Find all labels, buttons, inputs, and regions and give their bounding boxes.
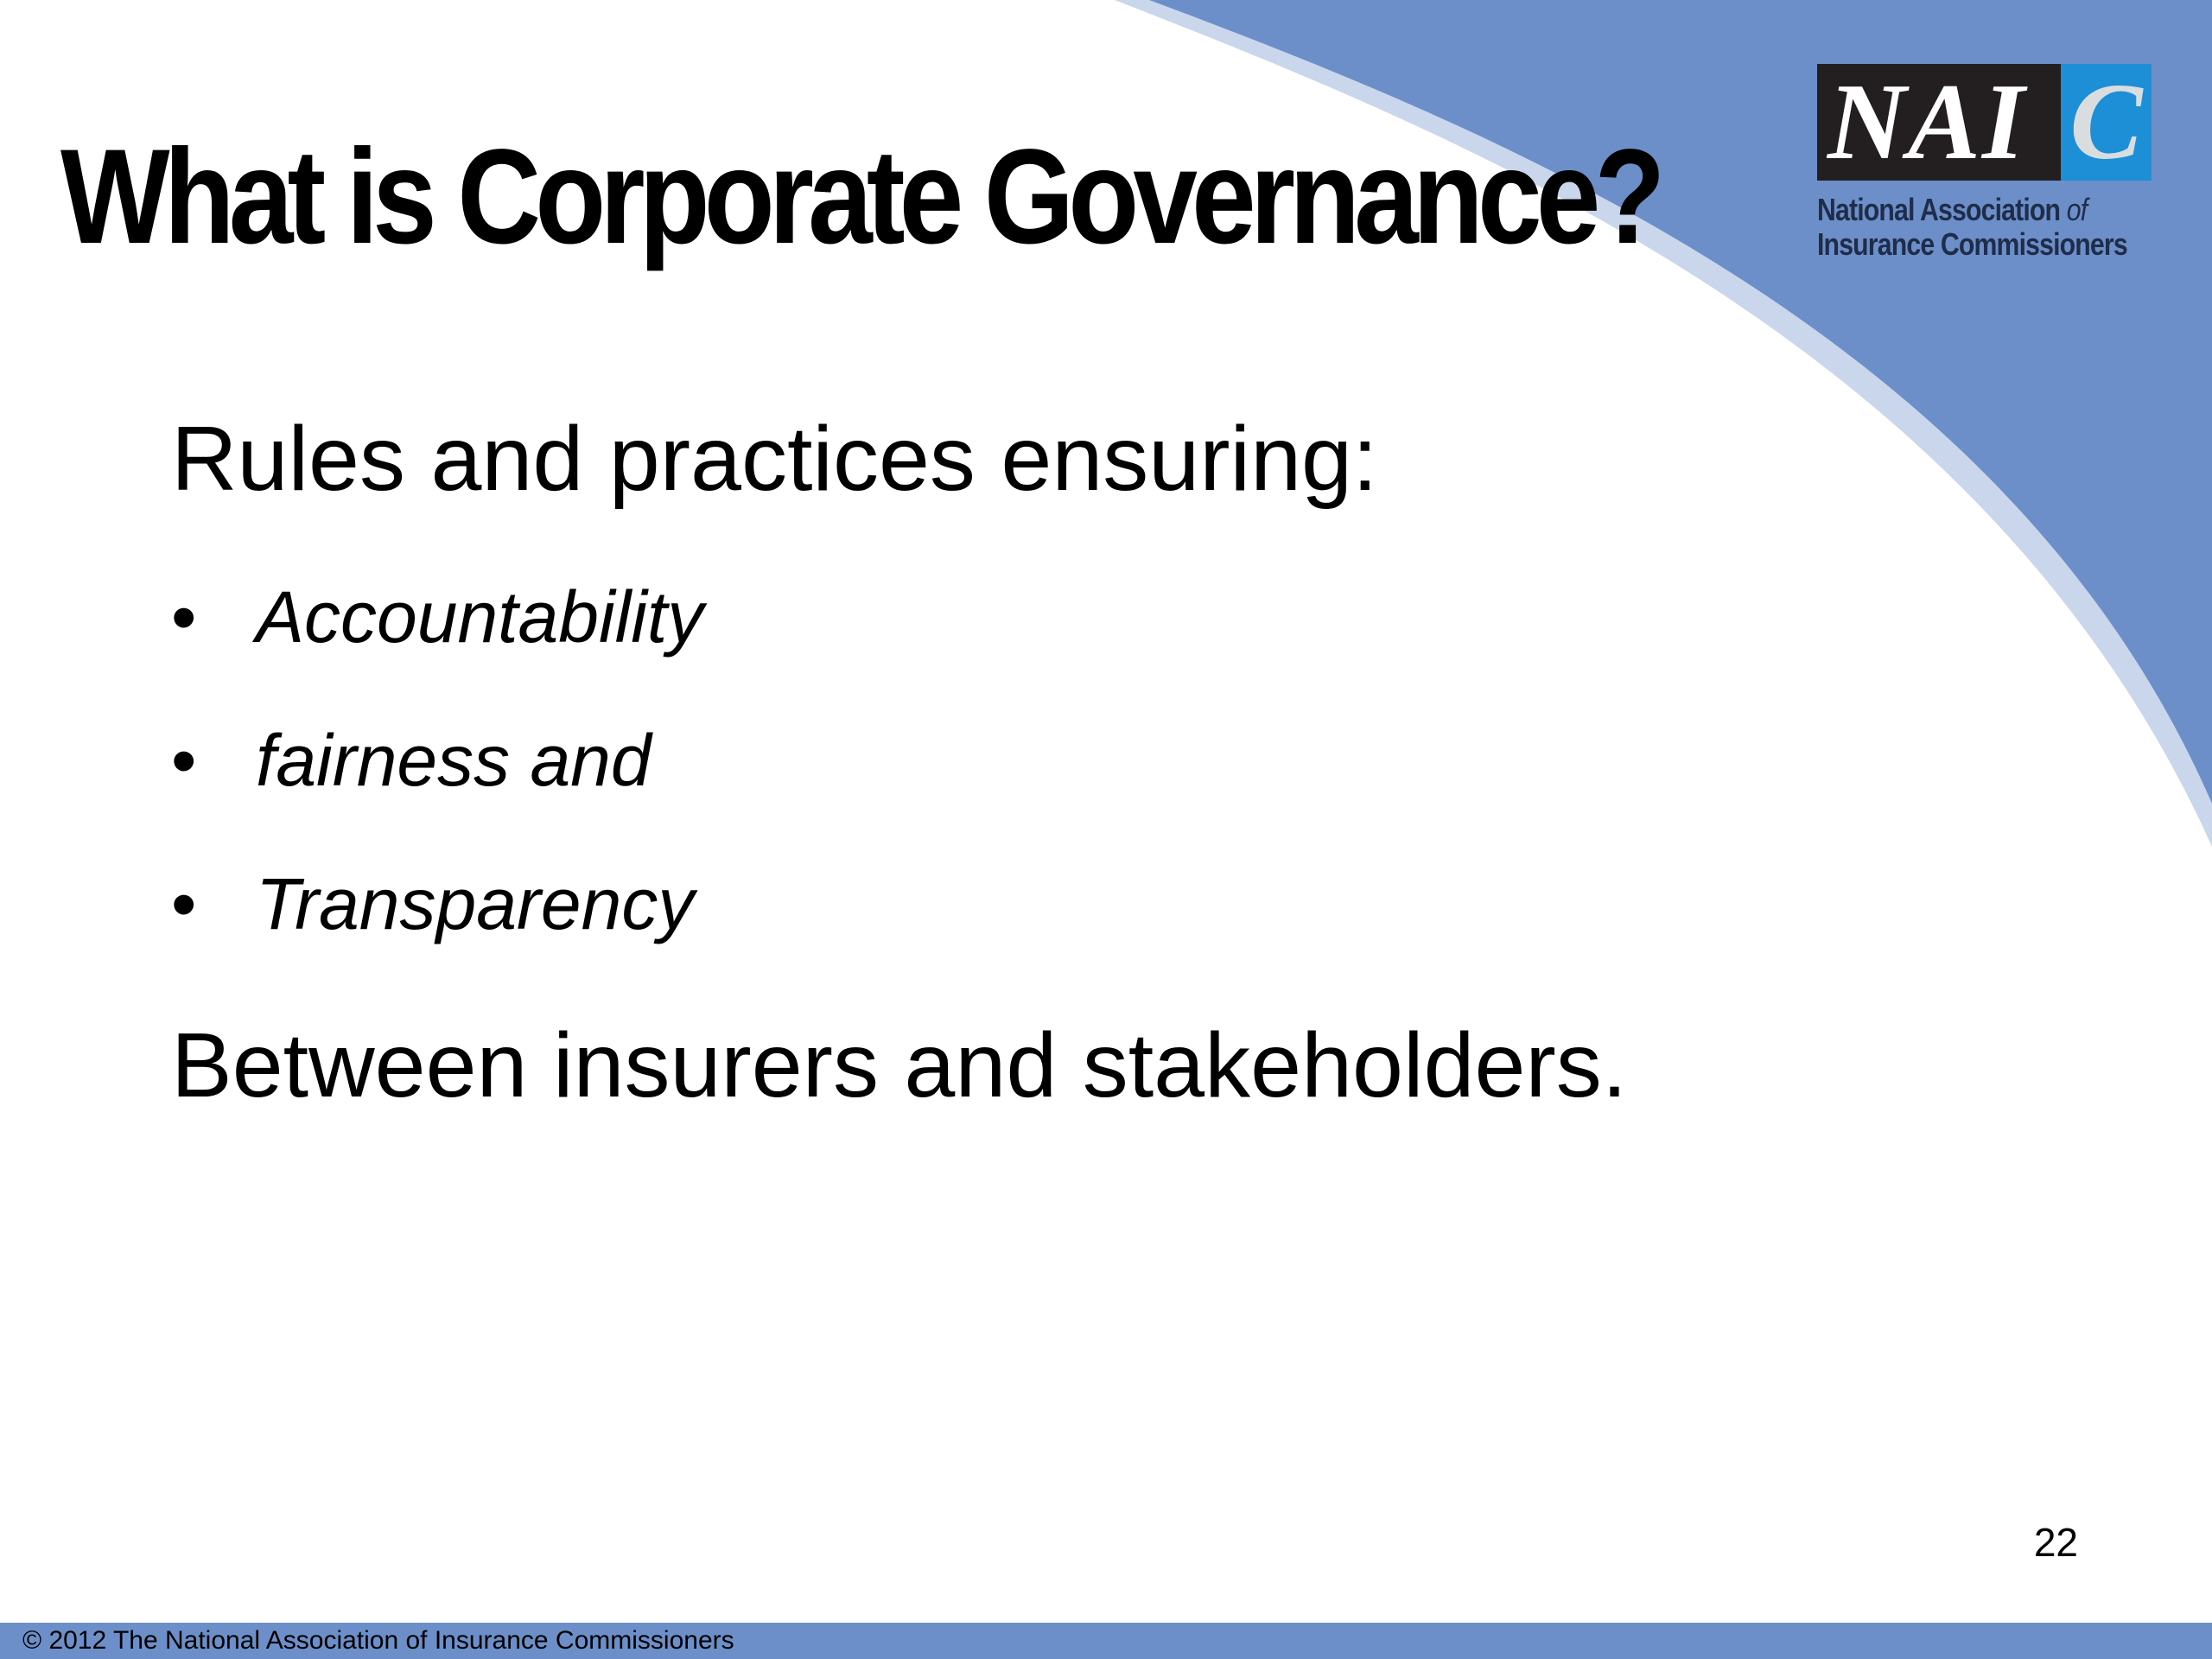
footer-bar [0, 1623, 2212, 1659]
bullet-text: fairness and [256, 720, 652, 801]
footer-copyright: © 2012 The National Association of Insurance Commissioners [22, 1626, 734, 1655]
intro-text: Rules and practices ensuring: [171, 408, 1378, 510]
bullet-icon: • [171, 576, 197, 658]
logo-mark [1817, 61, 2152, 182]
logo-letters: NAI [1827, 61, 2027, 182]
logo-line-1 [1817, 193, 2098, 227]
bullet-text: Transparency [256, 863, 695, 944]
logo-blue-block [2061, 61, 2152, 182]
logo-letter-c: C [2069, 61, 2143, 182]
slide-title: What is Corporate Governance? [60, 122, 1660, 272]
bullet-icon: • [171, 863, 197, 944]
logo-line-1-main: National Association [1817, 192, 2061, 227]
logo-wordmark [1817, 192, 2127, 263]
bullet-text: Accountability [256, 576, 704, 658]
closing-text: Between insurers and stakeholders. [171, 1014, 1628, 1116]
logo-line-2: Insurance Commissioners [1817, 226, 2127, 263]
naic-logo [1817, 61, 2152, 263]
bullet-icon: • [171, 720, 197, 801]
logo-line-1-of: of [2066, 192, 2088, 227]
page-number: 22 [2033, 1520, 2078, 1565]
logo-dark-block [1817, 61, 2061, 182]
